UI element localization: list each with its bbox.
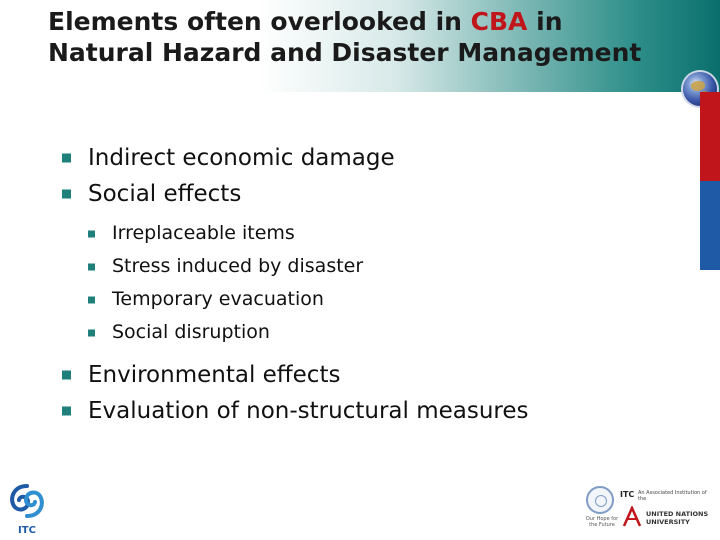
itc-small-label: ITC: [620, 490, 635, 499]
sub-bullet-text: Social disruption: [112, 321, 270, 343]
sub-bullet-text: Irreplaceable items: [112, 222, 295, 244]
slide-title: [48, 6, 648, 68]
partner-logos: [580, 478, 716, 536]
bullet-environmental-effects: [60, 357, 680, 393]
bullet-square-icon: [88, 230, 95, 237]
unu-line-1: UNITED NATIONS: [646, 510, 709, 518]
bullet-square-icon: [88, 296, 95, 303]
bullet-text: Environmental effects: [88, 362, 341, 388]
sub-bullet-social-disruption: [60, 316, 680, 349]
itc-logo-text: ITC: [18, 525, 36, 536]
sub-bullet-text: Stress induced by disaster: [112, 255, 364, 277]
unu-label: [646, 510, 708, 526]
title-highlight: CBA: [470, 7, 528, 36]
side-accent-red: [700, 92, 720, 181]
bullet-square-icon: [62, 190, 71, 199]
title-text-start: Elements often overlooked in: [48, 7, 471, 36]
unu-mark-icon: [622, 506, 642, 528]
logo-caption: Our Hope for the Future: [585, 516, 619, 528]
bullet-list: [60, 140, 680, 429]
sub-bullet-text: Temporary evacuation: [112, 288, 324, 310]
side-accent-blue: [700, 181, 720, 270]
sub-bullet-temporary-evacuation: [60, 283, 680, 316]
bullet-text: Evaluation of non-structural measures: [88, 398, 529, 424]
bullet-square-icon: [88, 329, 95, 336]
unu-line-2: UNIVERSITY: [646, 518, 690, 526]
un-emblem-icon: [586, 486, 614, 514]
sub-bullet-irreplaceable-items: [60, 217, 680, 250]
bullet-square-icon: [62, 154, 71, 163]
itc-tagline: An Associated Institution of the: [638, 490, 707, 502]
bullet-square-icon: [62, 407, 71, 416]
bullet-text: Indirect economic damage: [88, 145, 395, 171]
bullet-evaluation-non-structural: [60, 393, 680, 429]
bullet-social-effects: [60, 176, 680, 212]
bullet-indirect-economic-damage: [60, 140, 680, 176]
bullet-square-icon: [62, 371, 71, 380]
title-text-end: in Natural Hazard and Disaster Management: [48, 7, 642, 67]
sub-bullet-stress: [60, 250, 680, 283]
bullet-square-icon: [88, 263, 95, 270]
itc-logo: [4, 480, 50, 536]
bullet-text: Social effects: [88, 181, 242, 207]
